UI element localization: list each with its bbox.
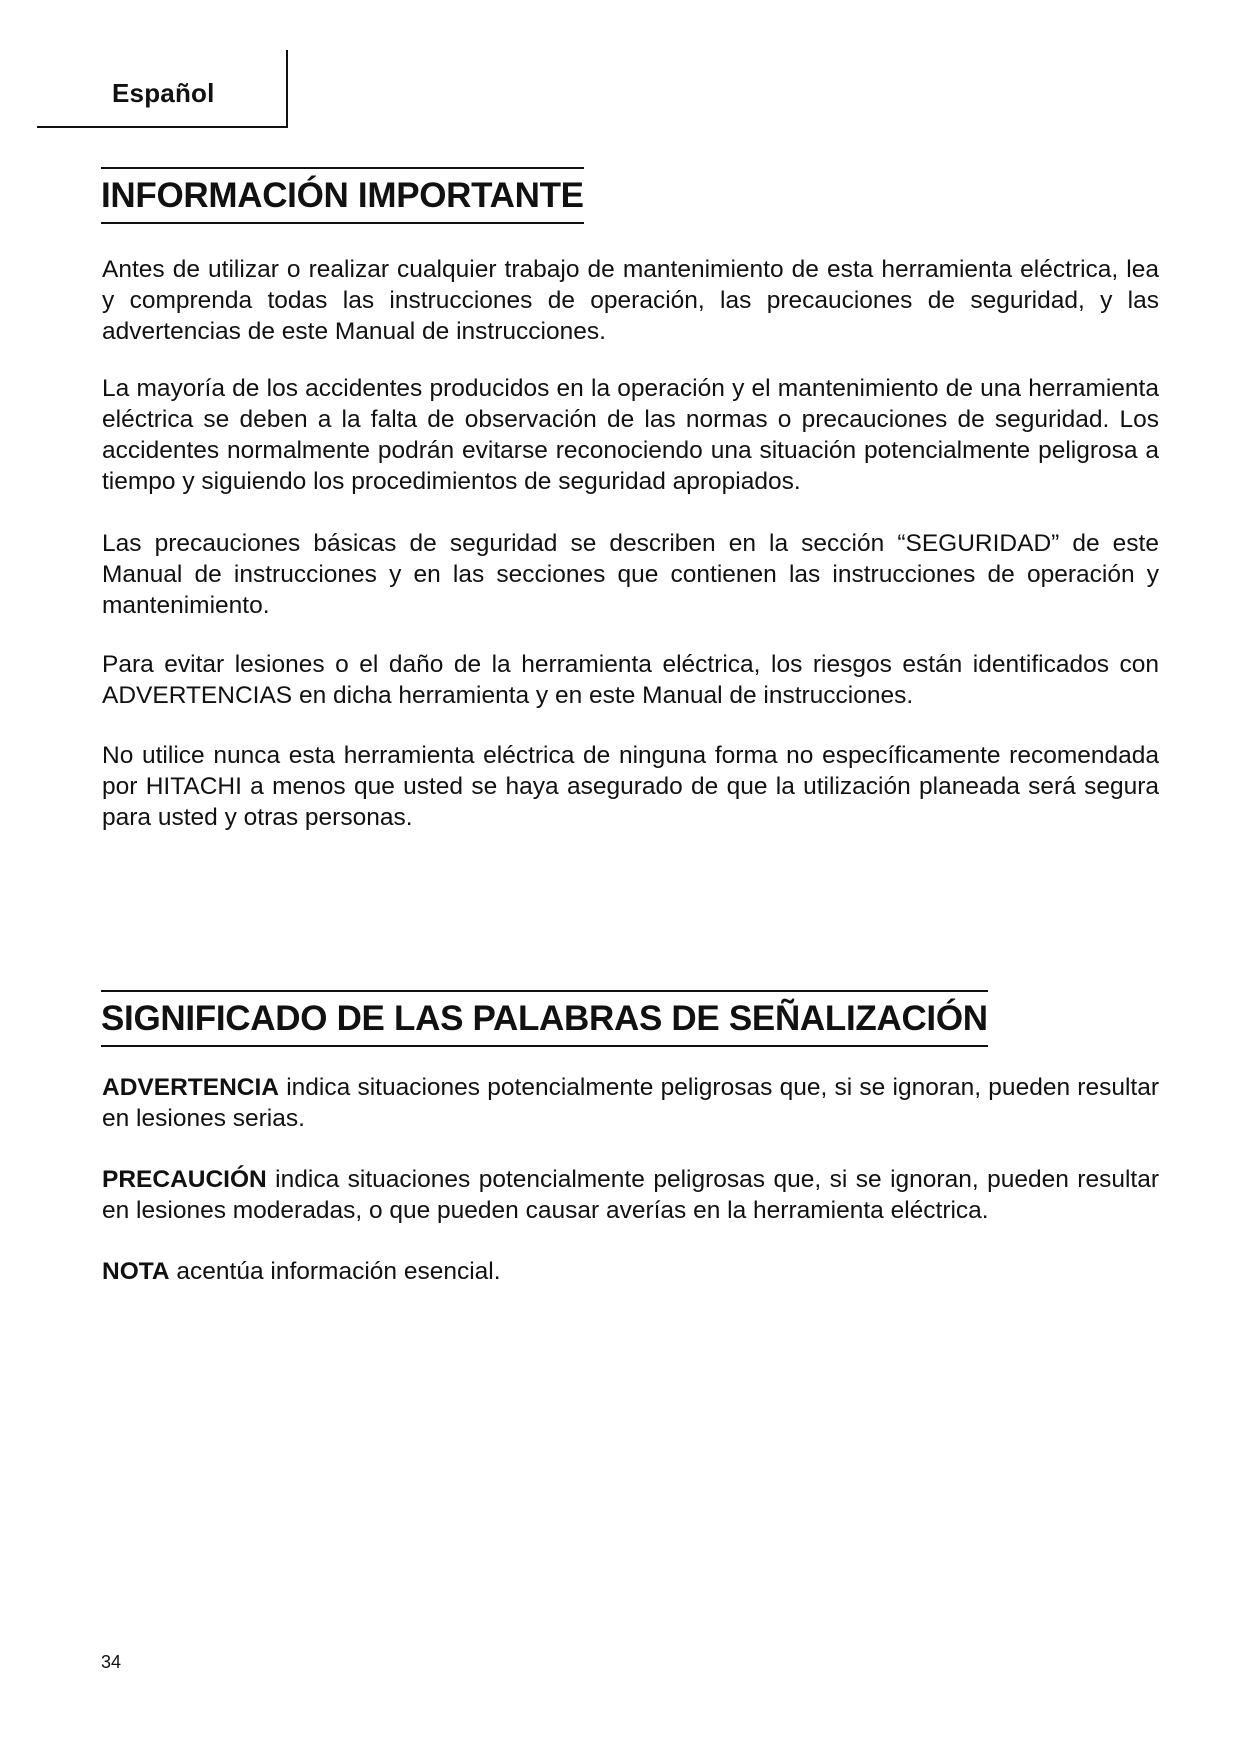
- paragraph-accidents: La mayoría de los accidentes producidos en la operación y el mantenimiento de una herramienta eléctrica se deben a la falta de observación de las normas o precauciones de seguridad. Los accidentes normalmente podrán evitarse reconociendo una situación potencialmente peligrosa a tiempo y siguiendo los procedimientos de seguridad apropiados.: [102, 375, 1159, 495]
- paragraph-warnings-identified: Para evitar lesiones o el daño de la herramienta eléctrica, los riesgos están identificados con ADVERTENCIAS en dicha herramienta y en este Manual de instrucciones.: [102, 651, 1159, 709]
- signal-description: indica situaciones potencialmente peligrosas que, si se ignoran, pueden resultar en lesiones serias.: [102, 1074, 1159, 1132]
- section-title-important-information: INFORMACIÓN IMPORTANTE: [101, 167, 584, 224]
- signal-term: PRECAUCIÓN: [102, 1166, 267, 1193]
- signal-word-caution: [102, 1164, 1159, 1226]
- signal-term: NOTA: [102, 1258, 170, 1285]
- signal-term: ADVERTENCIA: [102, 1074, 279, 1101]
- section-title-signal-words: SIGNIFICADO DE LAS PALABRAS DE SEÑALIZACIÓN: [101, 990, 988, 1047]
- page-number: 34: [101, 1652, 122, 1672]
- paragraph-recommended-use: No utilice nunca esta herramienta eléctrica de ninguna forma no específicamente recomendada por HITACHI a menos que usted se haya asegurado de que la utilización planeada será segura para usted y otras personas.: [102, 742, 1159, 831]
- language-tab: [37, 50, 288, 128]
- signal-word-warning: [102, 1072, 1159, 1134]
- signal-word-note: [102, 1256, 1159, 1287]
- paragraph-basic-precautions: Las precauciones básicas de seguridad se describen en la sección “SEGURIDAD” de este Manual de instrucciones y en las secciones que contienen las instrucciones de operación y mantenimiento.: [102, 530, 1159, 619]
- signal-description: acentúa información esencial.: [169, 1258, 501, 1285]
- language-label: Español: [112, 78, 215, 108]
- signal-description: indica situaciones potencialmente peligrosas que, si se ignoran, pueden resultar en lesiones moderadas, o que pueden causar averías en la herramienta eléctrica.: [102, 1166, 1159, 1224]
- paragraph-read-instructions: Antes de utilizar o realizar cualquier trabajo de mantenimiento de esta herramienta eléctrica, lea y comprenda todas las instrucciones de operación, las precauciones de seguridad, y las advertencias de este Manual de instrucciones.: [102, 256, 1159, 345]
